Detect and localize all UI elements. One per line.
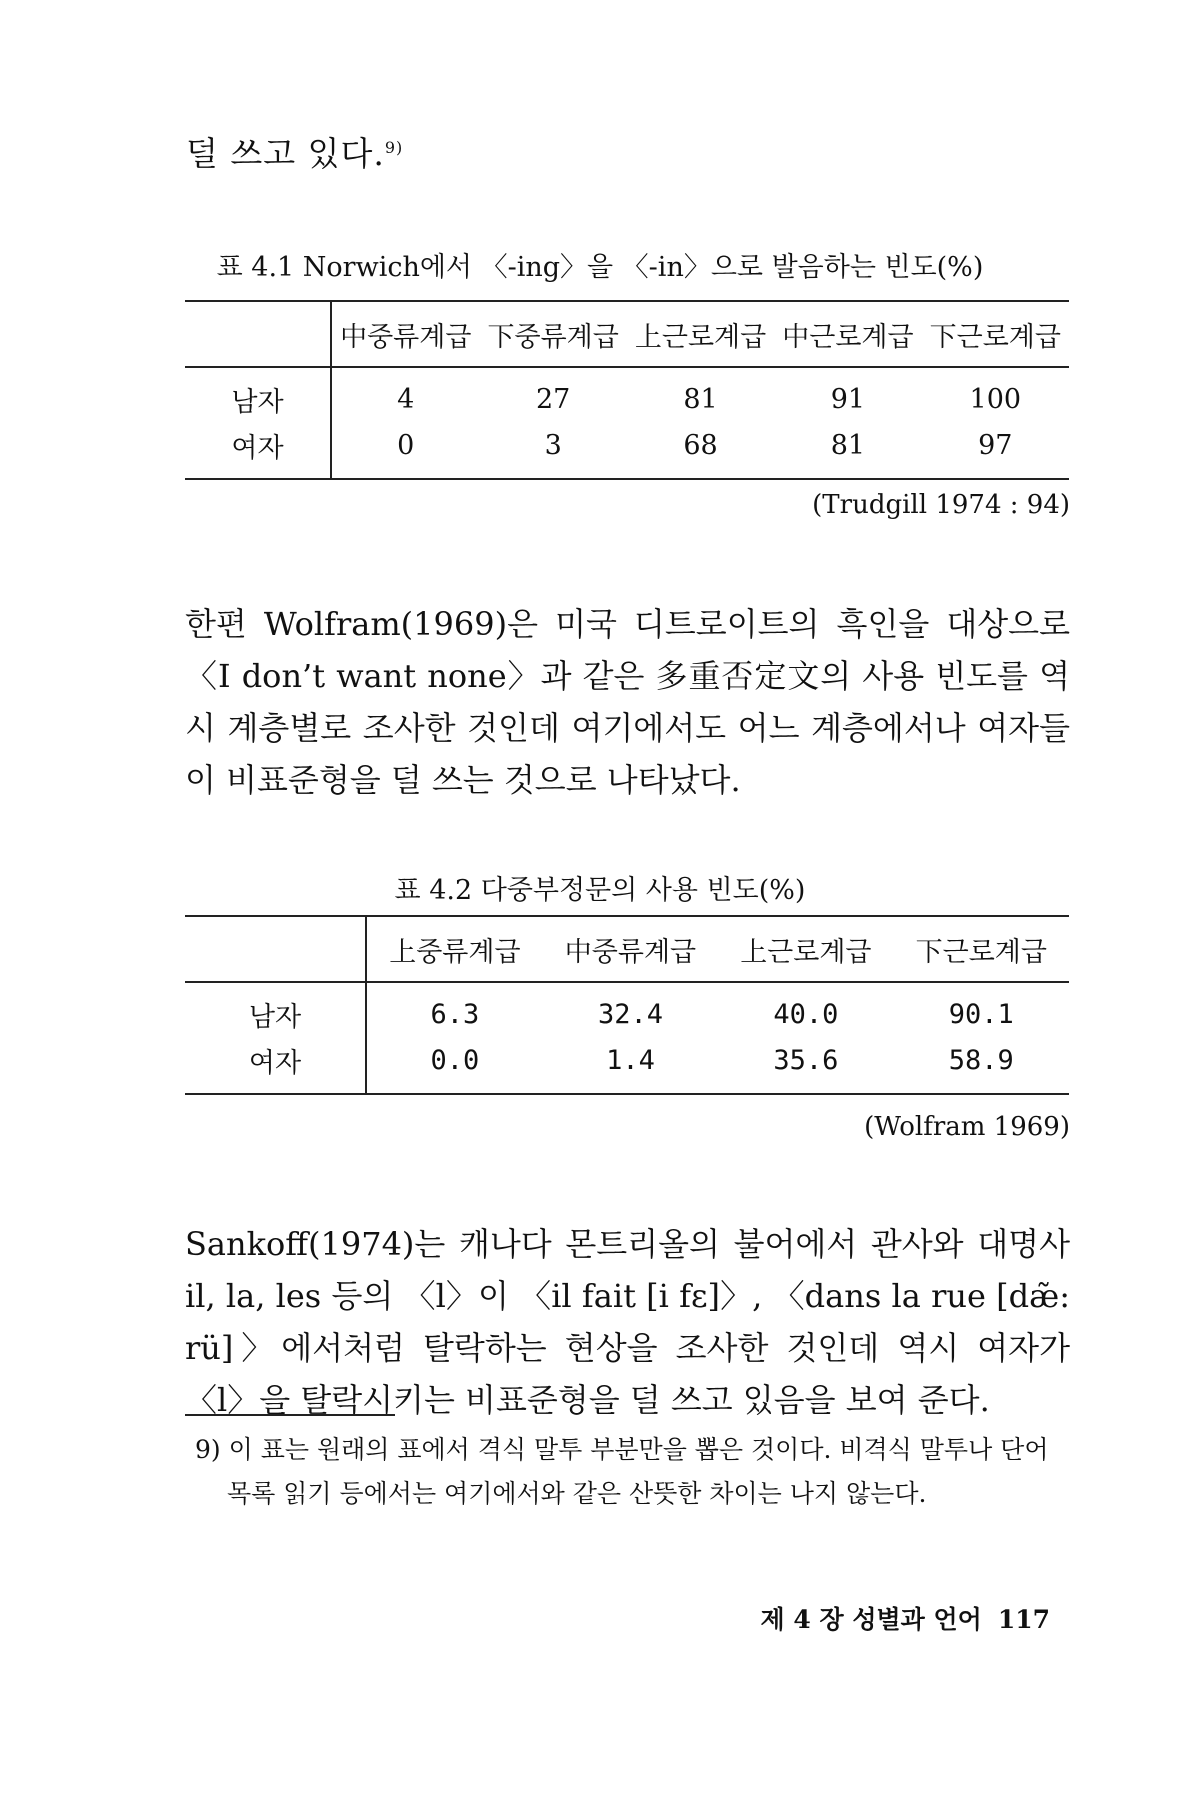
table-cell: 4 xyxy=(397,383,415,415)
table2 xyxy=(185,915,1069,1095)
row-label: 남자 xyxy=(185,367,331,422)
body-paragraph: Sankoff(1974)는 캐나다 몬트리올의 불어에서 관사와 대명사 il, la, les 등의 〈l〉이 〈il fait [i fɛ]〉, 〈dans la rue [dæ̃: rü]〉에서처럼 탈락하는 현상을 조사한 것인데 역시 여자가 〈l〉을 탈락시키는 비표준형을 덜 쓰고 있음을 보여 준다. xyxy=(185,1225,1070,1419)
table-row xyxy=(185,1037,1069,1094)
footnote-line: 9) 이 표는 원래의 표에서 격식 말투 부분만을 뽑은 것이다. 비격식 말투나 단어 xyxy=(195,1435,1049,1464)
table-row xyxy=(185,982,1069,1037)
table-row xyxy=(185,367,1069,422)
page-number: 117 xyxy=(997,1605,1050,1634)
table-cell: 0 xyxy=(331,422,479,479)
table2-source: (Wolfram 1969) xyxy=(864,1112,1070,1142)
table-cell: 81 xyxy=(683,383,718,415)
table1 xyxy=(185,300,1069,480)
table-cell: 58.9 xyxy=(894,1037,1069,1094)
body-paragraph: 한편 Wolfram(1969)은 미국 디트로이트의 흑인을 대상으로 〈I don’t want none〉과 같은 多重否定文의 사용 빈도를 역시 계층별로 조사한 것인데 여기에서도 어느 계층에서나 여자들이 비표준형을 덜 쓰는 것으로 나타났다. xyxy=(185,605,1070,799)
table-cell: 32.4 xyxy=(597,998,663,1030)
table-cell: 3 xyxy=(479,422,626,479)
table-cell: 68 xyxy=(627,422,774,479)
table-cell: 0.0 xyxy=(366,1037,543,1094)
table1-source: (Trudgill 1974 : 94) xyxy=(812,490,1070,520)
table-cell: 97 xyxy=(922,422,1069,479)
table1-col-header: 上근로계급 xyxy=(627,301,774,367)
row-label: 여자 xyxy=(185,422,331,479)
row-label: 여자 xyxy=(185,1037,366,1094)
table-cell: 100 xyxy=(969,383,1022,415)
table2-header-row xyxy=(185,916,1069,982)
footnote-divider xyxy=(185,1414,395,1416)
table-cell: 6.3 xyxy=(430,998,480,1030)
row-label: 남자 xyxy=(185,982,366,1037)
footnote-line: 목록 읽기 등에서는 여기에서와 같은 산뜻한 차이는 나지 않는다. xyxy=(227,1479,927,1508)
table1-col-header: 中중류계급 xyxy=(331,301,479,367)
table2-col-header: 下근로계급 xyxy=(894,916,1069,982)
table1-col-header: 下중류계급 xyxy=(479,301,626,367)
table1-corner xyxy=(185,301,331,367)
table-cell: 91 xyxy=(830,383,866,415)
table-cell: 35.6 xyxy=(718,1037,893,1094)
chapter-title: 제 4 장 성별과 언어 xyxy=(760,1605,982,1634)
continuation-line xyxy=(186,128,403,175)
table-cell: 40.0 xyxy=(773,998,839,1030)
table-cell: 1.4 xyxy=(543,1037,718,1094)
table2-caption: 표 4.2 다중부정문의 사용 빈도(%) xyxy=(394,875,806,906)
table1-col-header: 中근로계급 xyxy=(774,301,921,367)
table1-header-row xyxy=(185,301,1069,367)
table-cell: 81 xyxy=(774,422,921,479)
footnote xyxy=(195,1428,1075,1516)
footnote-ref: 9) xyxy=(384,138,404,157)
table2-col-header: 中중류계급 xyxy=(543,916,718,982)
table-cell: 27 xyxy=(535,383,571,415)
table1-caption: 표 4.1 Norwich에서 〈-ing〉을 〈-in〉으로 발음하는 빈도(%) xyxy=(216,252,984,283)
table2-col-header: 上중류계급 xyxy=(366,916,543,982)
table2-col-header: 上근로계급 xyxy=(718,916,893,982)
table-cell: 90.1 xyxy=(948,998,1014,1030)
table2-corner xyxy=(185,916,366,982)
continuation-text: 덜 쓰고 있다. xyxy=(186,134,385,173)
page-footer xyxy=(761,1600,1050,1636)
table-row xyxy=(185,422,1069,479)
table1-col-header: 下근로계급 xyxy=(922,301,1069,367)
